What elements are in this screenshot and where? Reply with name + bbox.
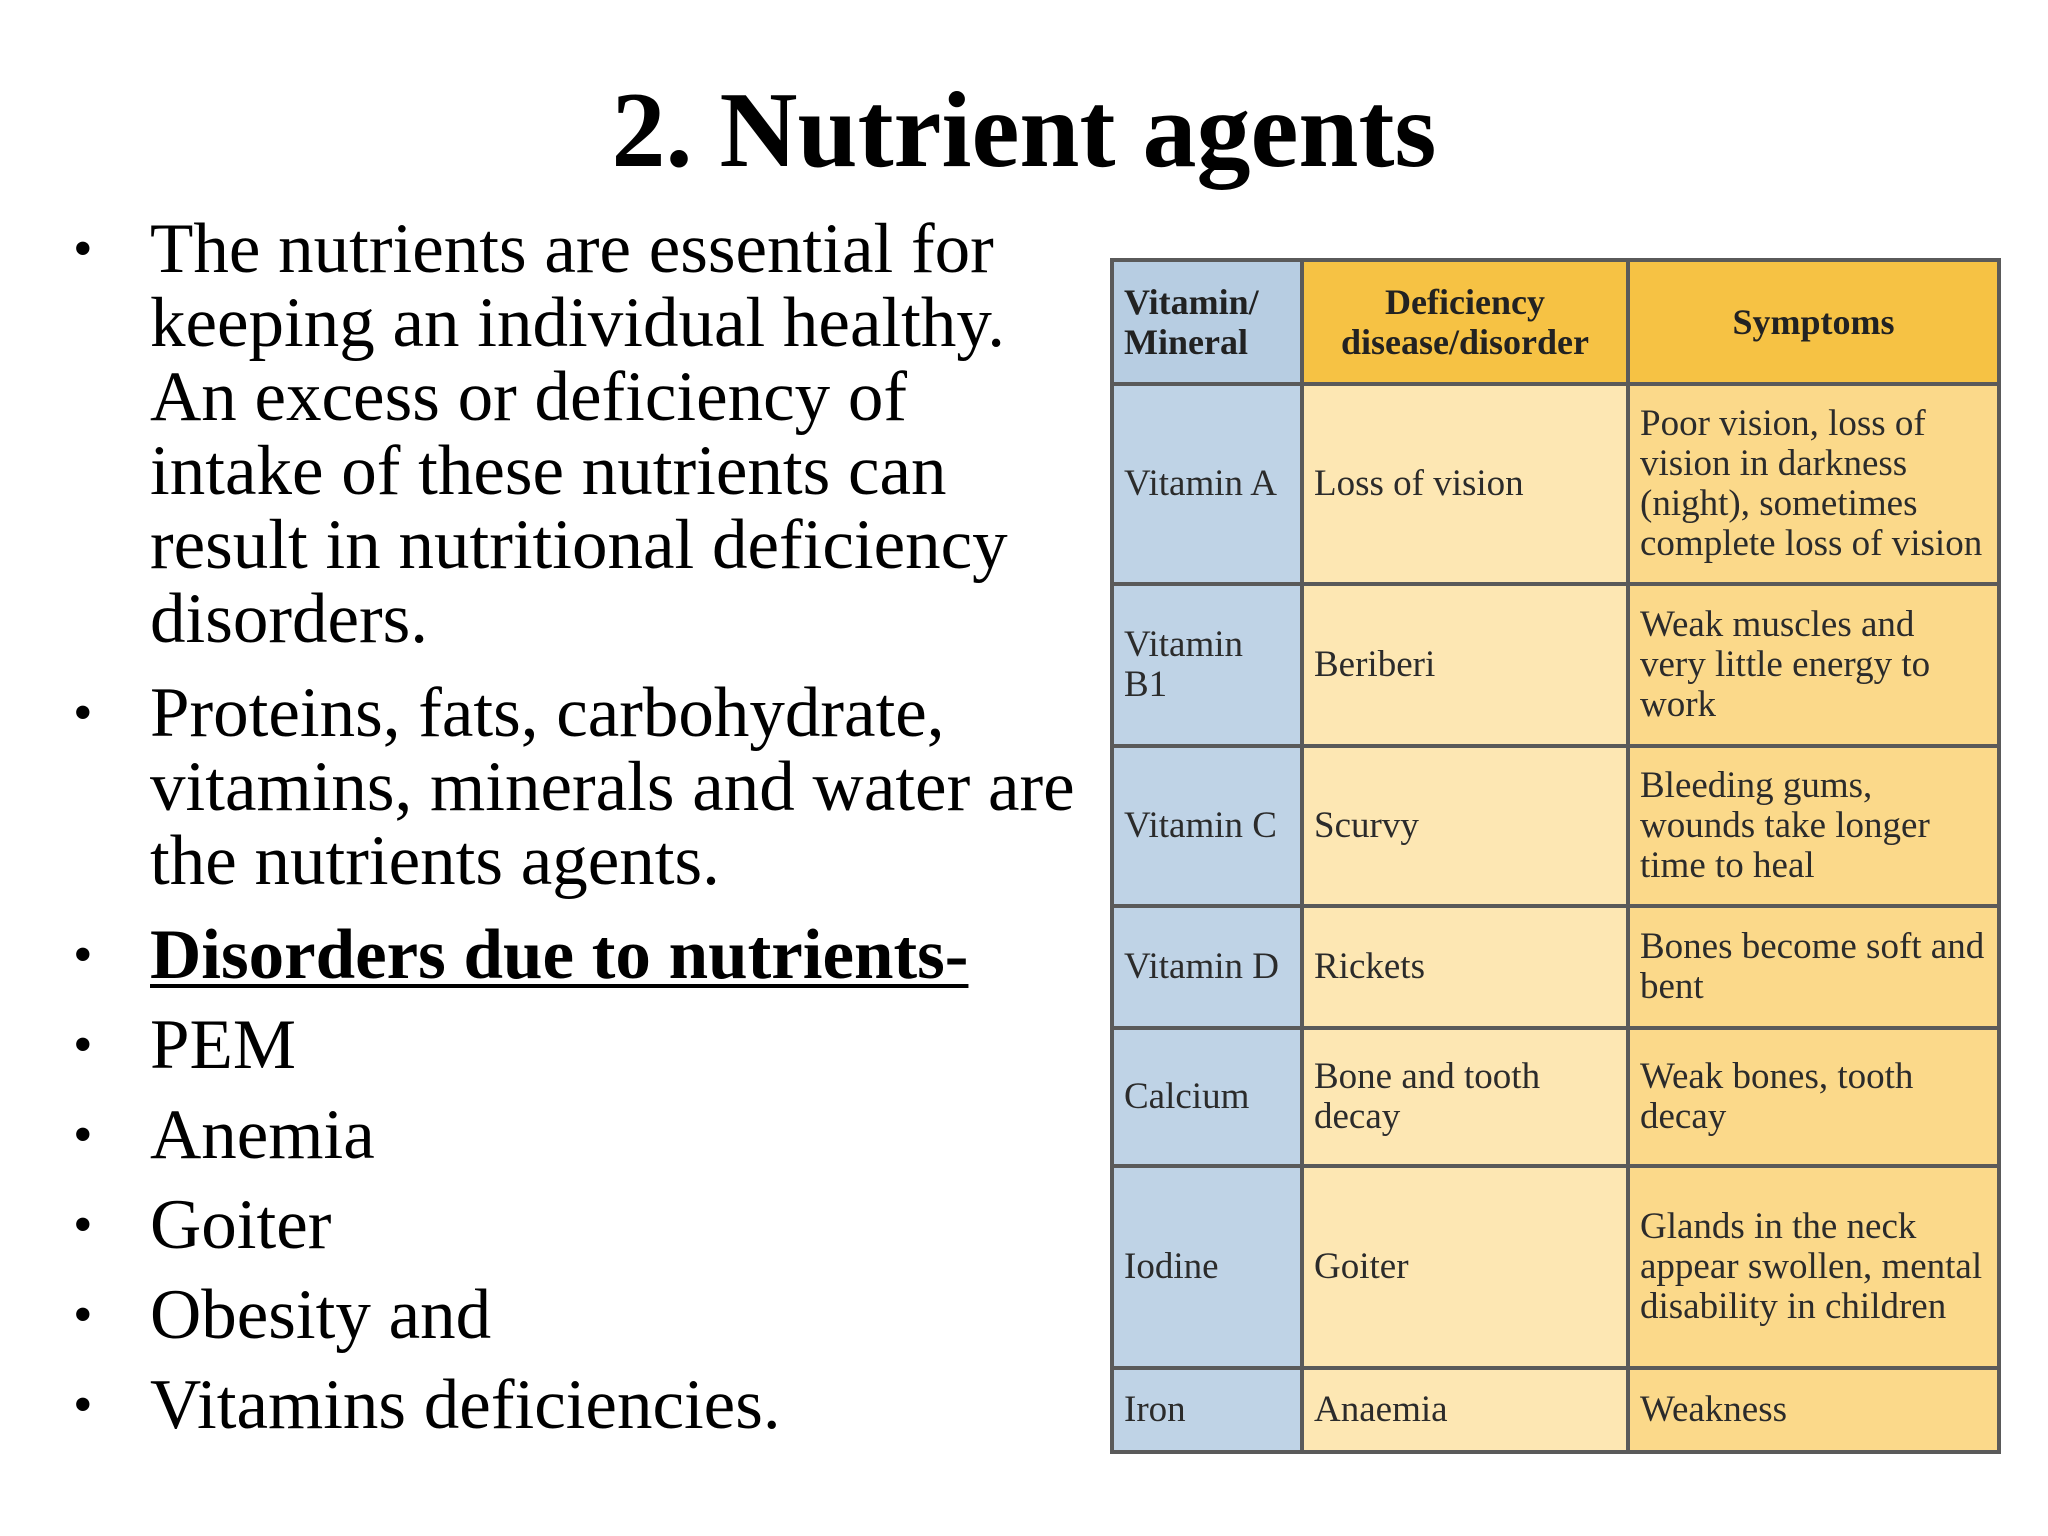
table-row: [1112, 384, 1999, 584]
cell-disease: Beriberi: [1302, 584, 1628, 746]
cell-nutrient: Calcium: [1112, 1028, 1302, 1166]
cell-nutrient: Iron: [1112, 1368, 1302, 1452]
header-deficiency-disease: Deficiency disease/disorder: [1302, 260, 1628, 384]
table-row: [1112, 1028, 1999, 1166]
cell-disease: Scurvy: [1302, 746, 1628, 906]
bullet-item-obesity: [60, 1278, 1090, 1352]
cell-symptoms: Poor vision, loss of vision in darkness (night), sometimes complete loss of vision: [1628, 384, 1999, 584]
bullet-item-nutrient-agents: [60, 676, 1090, 898]
bullet-text: The nutrients are essential for keeping an individual healthy. An excess or deficiency of intake of these nutrients can result in nutritional deficiency disorders.: [150, 210, 1008, 658]
bullet-text: Vitamins deficiencies.: [150, 1366, 781, 1444]
table-header-row: [1112, 260, 1999, 384]
bullet-item-pem: [60, 1008, 1090, 1082]
cell-disease: Bone and tooth decay: [1302, 1028, 1628, 1166]
bullet-dot-icon: •: [73, 682, 93, 744]
cell-symptoms: Glands in the neck appear swollen, mental disability in children: [1628, 1166, 1999, 1368]
cell-nutrient: Vitamin A: [1112, 384, 1302, 584]
bullet-item-vitamin-deficiencies: [60, 1368, 1090, 1442]
bullet-dot-icon: •: [73, 1014, 93, 1076]
cell-disease: Anaemia: [1302, 1368, 1628, 1452]
table-row: [1112, 746, 1999, 906]
cell-nutrient: Vitamin B1: [1112, 584, 1302, 746]
bullet-item-disorders-heading: [60, 918, 1090, 992]
bullet-dot-icon: •: [73, 218, 93, 280]
cell-disease: Loss of vision: [1302, 384, 1628, 584]
deficiency-table: [1110, 258, 2001, 1454]
cell-symptoms: Weak muscles and very little energy to work: [1628, 584, 1999, 746]
table-row: [1112, 1368, 1999, 1452]
cell-symptoms: Bleeding gums, wounds take longer time to heal: [1628, 746, 1999, 906]
bullet-text: Proteins, fats, carbohydrate, vitamins, minerals and water are the nutrients agents.: [150, 674, 1075, 900]
table-row: [1112, 1166, 1999, 1368]
cell-nutrient: Vitamin D: [1112, 906, 1302, 1028]
cell-nutrient: Iodine: [1112, 1166, 1302, 1368]
bullet-dot-icon: •: [73, 1374, 93, 1436]
bullet-item-goiter: [60, 1188, 1090, 1262]
bullet-item-intro: [60, 212, 1090, 656]
table-row: [1112, 906, 1999, 1028]
bullet-dot-icon: •: [73, 1194, 93, 1256]
bullet-dot-icon: •: [73, 924, 93, 986]
bullet-dot-icon: •: [73, 1284, 93, 1346]
header-vitamin-mineral: Vitamin/ Mineral: [1112, 260, 1302, 384]
header-symptoms: Symptoms: [1628, 260, 1999, 384]
slide-title: 2. Nutrient agents: [611, 71, 1437, 190]
bullet-text: Obesity and: [150, 1276, 492, 1354]
cell-nutrient: Vitamin C: [1112, 746, 1302, 906]
cell-symptoms: Weakness: [1628, 1368, 1999, 1452]
table-row: [1112, 584, 1999, 746]
bullet-text: Anemia: [150, 1096, 375, 1174]
cell-symptoms: Bones become soft and bent: [1628, 906, 1999, 1028]
bullet-text: PEM: [150, 1006, 296, 1084]
bullet-list: [60, 212, 1090, 1458]
bullet-text: Goiter: [150, 1186, 332, 1264]
cell-disease: Rickets: [1302, 906, 1628, 1028]
cell-symptoms: Weak bones, tooth decay: [1628, 1028, 1999, 1166]
bullet-heading-text: Disorders due to nutrients-: [150, 916, 969, 994]
cell-disease: Goiter: [1302, 1166, 1628, 1368]
bullet-dot-icon: •: [73, 1104, 93, 1166]
bullet-item-anemia: [60, 1098, 1090, 1172]
